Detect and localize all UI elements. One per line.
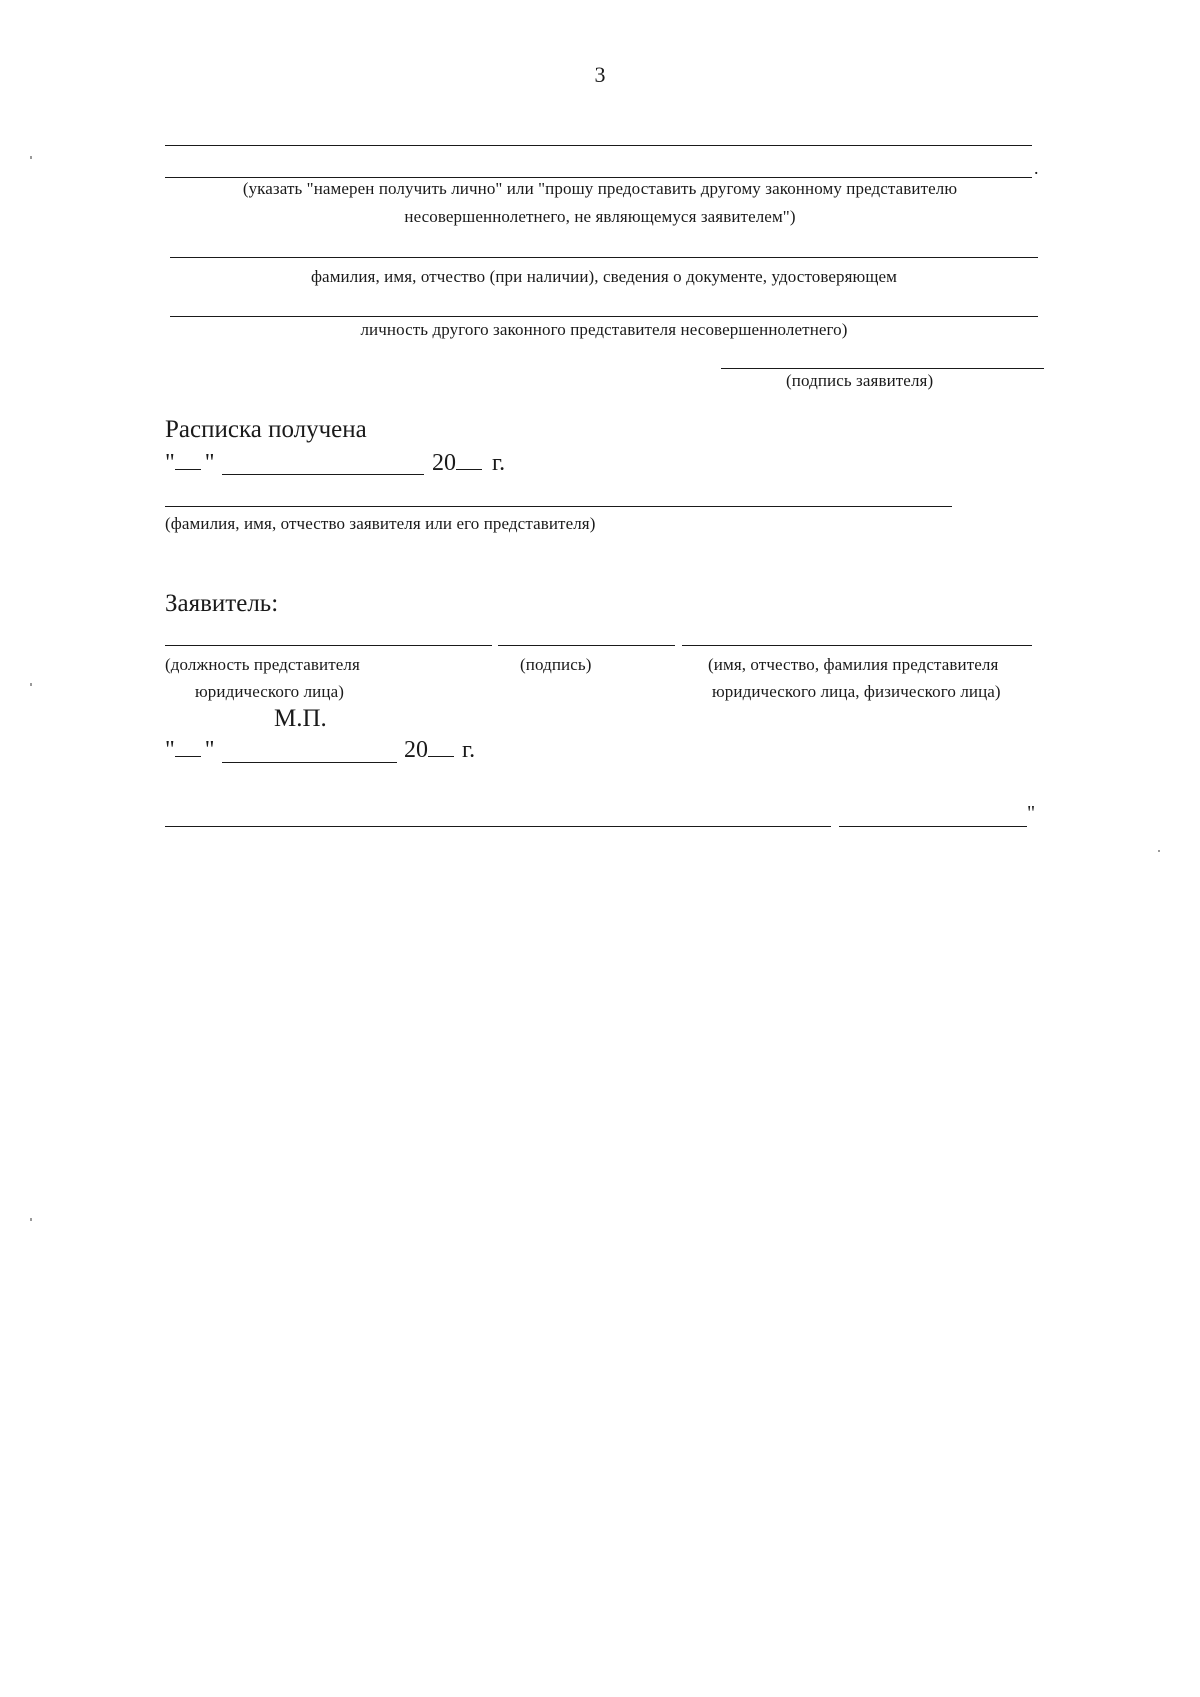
- applicant-date: [165, 737, 215, 764]
- receipt-month-line: [222, 474, 424, 475]
- receipt-date: [165, 450, 215, 477]
- receipt-name-line: [165, 506, 952, 507]
- applicant-year-blank: [428, 738, 454, 757]
- instruction-line-1: (указать "намерен получить лично" или "прошу предоставить другому законному представителю: [242, 179, 958, 198]
- applicant-signature-blank: [498, 645, 675, 646]
- applicant-name-line: [682, 645, 1032, 646]
- scan-speck: [1158, 850, 1160, 852]
- applicant-position-caption-2: юридического лица): [195, 682, 344, 701]
- receipt-year-blank: [456, 451, 482, 470]
- applicant-day-blank: [175, 738, 201, 757]
- closing-line-right: [839, 826, 1027, 827]
- receipt-date-quote-close: ": [204, 450, 215, 476]
- applicant-name-caption-1: (имя, отчество, фамилия представителя: [708, 655, 999, 674]
- representative-line-2: [170, 316, 1038, 317]
- applicant-date-quote-close: ": [204, 737, 215, 763]
- scan-speck: [30, 683, 32, 686]
- trailing-dot: .: [1034, 158, 1039, 178]
- applicant-position-caption-1: (должность представителя: [165, 655, 360, 674]
- receipt-day-blank: [175, 451, 201, 470]
- applicant-year-suffix: г.: [462, 737, 476, 763]
- fill-line-1: [165, 145, 1032, 146]
- receipt-year: [432, 450, 505, 477]
- closing-quote: ": [1027, 802, 1036, 824]
- applicant-month-line: [222, 762, 397, 763]
- applicant-position-line: [165, 645, 492, 646]
- applicant-signature-caption: (подпись заявителя): [786, 371, 934, 390]
- applicant-date-quote-open: ": [165, 737, 175, 763]
- applicant-year-prefix: 20: [404, 737, 428, 763]
- applicant-heading: Заявитель:: [165, 590, 279, 617]
- receipt-year-suffix: г.: [492, 450, 506, 476]
- receipt-name-caption: (фамилия, имя, отчество заявителя или его представителя): [165, 514, 596, 533]
- applicant-year: [404, 737, 475, 764]
- representative-line-1: [170, 257, 1038, 258]
- representative-caption-line-1: фамилия, имя, отчество (при наличии), сведения о документе, удостоверяющем: [310, 267, 898, 286]
- applicant-name-caption-2: юридического лица, физического лица): [712, 682, 1001, 701]
- receipt-heading: Расписка получена: [165, 416, 367, 443]
- receipt-year-prefix: 20: [432, 450, 456, 476]
- fill-line-2: [165, 177, 1032, 178]
- applicant-signature-line: [721, 368, 1044, 369]
- scan-speck: [30, 1218, 32, 1221]
- representative-caption-line-2: личность другого законного представителя несовершеннолетнего): [360, 320, 848, 339]
- scan-speck: [30, 156, 32, 159]
- closing-line-left: [165, 826, 831, 827]
- stamp-placeholder: М.П.: [274, 705, 327, 732]
- instruction-line-2: несовершеннолетнего, не являющемуся заявителем"): [404, 207, 796, 226]
- page-number: 3: [594, 62, 606, 87]
- receipt-date-quote-open: ": [165, 450, 175, 476]
- applicant-signature-caption: (подпись): [520, 655, 592, 674]
